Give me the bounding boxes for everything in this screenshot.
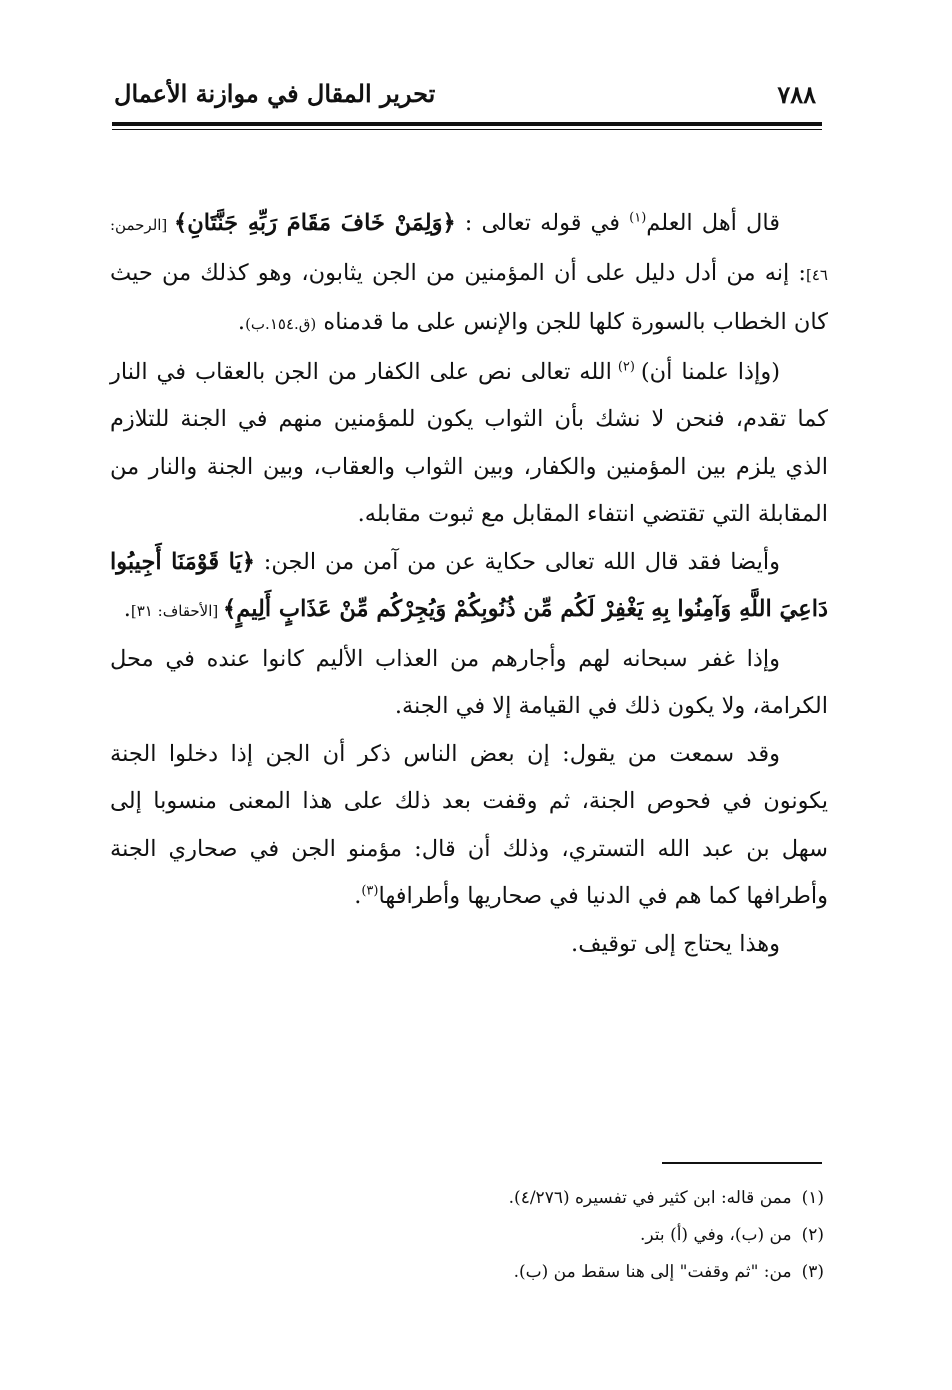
text-span: . [237,309,246,335]
running-header [114,74,820,114]
text-span: : إنه من أدل دليل على أن المؤمنين من الجن يثابون، وهو كذلك من حيث كان الخطاب بالسورة كلها للجن والإنس على ما قدمناه [110,259,828,335]
text-span: الله تعالى نص على الكفار من الجن بالعقاب في النار كما تقدم، فنحن لا نشك بأن الثواب يكون للمؤمنين منهم في الجنة للتلازم الذي يلزم بين المؤمنين والكفار، وبين الثواب والعقاب، وبين الجنة والنار من المقابلة التي تقتضي انتفاء المقابل مع ثبوت مقابله. [110,358,828,527]
footnote-ref-3: (٣) [361,883,379,899]
verse-reference: [الرحمن: ٤٦] [110,216,828,284]
footnote-text: من (ب)، وفي (أ) بتر. [640,1225,792,1245]
footnote-separator [662,1162,822,1164]
footnotes [300,1180,824,1291]
text-span: وأيضا فقد قال الله تعالى حكاية عن من آمن من الجن: [254,548,780,575]
verse-reference: [الأحقاف: ٣١] [130,602,224,620]
paragraph-2 [110,349,828,539]
paragraph-6: وهذا يحتاج إلى توقيف. [571,930,780,957]
verse-close-bracket: ﴾ [223,596,237,622]
text-span: في قوله تعالى : [455,210,630,236]
footnote-ref-2: (٢) [611,359,641,374]
quran-verse: يَا قَوْمَنَا أَجِيبُوا دَاعِيَ اللَّهِ وَآمِنُوا بِهِ يَغْفِرْ لَكُم مِّن ذُنُوبِكُمْ وَيُجِرْكُم مِّنْ عَذَابٍ أَلِيمٍ [110,548,828,622]
footnote-number: (١) [801,1188,824,1208]
text-span: . [354,883,362,909]
footnote-text: من: "ثم وقفت" إلى هنا سقط من (ب). [513,1262,792,1282]
header-rule-thick [112,122,822,126]
footnote-2 [300,1217,824,1254]
text-span: . [123,596,131,622]
header-rule-thin [112,129,822,130]
page-number: ٧٨٨ [777,80,816,109]
book-title: تحرير المقال في موازنة الأعمال [114,79,436,108]
footnote-number: (٢) [801,1225,824,1245]
paragraph-4: وإذا غفر سبحانه لهم وأجارهم من العذاب الأليم كانوا عنده في محل الكرامة، ولا يكون ذلك في القيامة إلا في الجنة. [110,645,828,719]
main-text [110,200,828,968]
footnote-1 [300,1180,824,1217]
footnote-text: ممن قاله: ابن كثير في تفسيره (٤/٢٧٦). [508,1188,792,1208]
text-span: قال أهل العلم [646,210,780,236]
paragraph-3 [110,539,828,636]
quran-verse: وَلِمَنْ خَافَ مَقَامَ رَبِّهِ جَنَّتَانِ [187,210,443,236]
footnote-3 [300,1254,824,1291]
text-span: (وإذا علمنا أن) [640,358,780,385]
verse-open-bracket: ﴿ [442,210,456,236]
footnote-number: (٣) [801,1262,824,1282]
paragraph-5 [110,731,828,921]
paragraph-1 [110,200,828,349]
verse-open-bracket: ﴿ [241,548,255,575]
manuscript-marker: (ق.١٥٤.ب) [245,315,317,333]
footnote-ref-1: (١) [629,210,647,226]
text-span: وقد سمعت من يقول: إن بعض الناس ذكر أن الجن إذا دخلوا الجنة يكونون في فحوص الجنة، ثم وقفت بعد ذلك على هذا المعنى منسوبا إلى سهل بن عبد الله التستري، وذلك أن قال: مؤمنو الجن في صحاري الجنة وأطرافها كما هم في الدنيا في صحاريها وأطرافها [110,740,828,909]
verse-close-bracket: ﴾ [174,210,188,236]
